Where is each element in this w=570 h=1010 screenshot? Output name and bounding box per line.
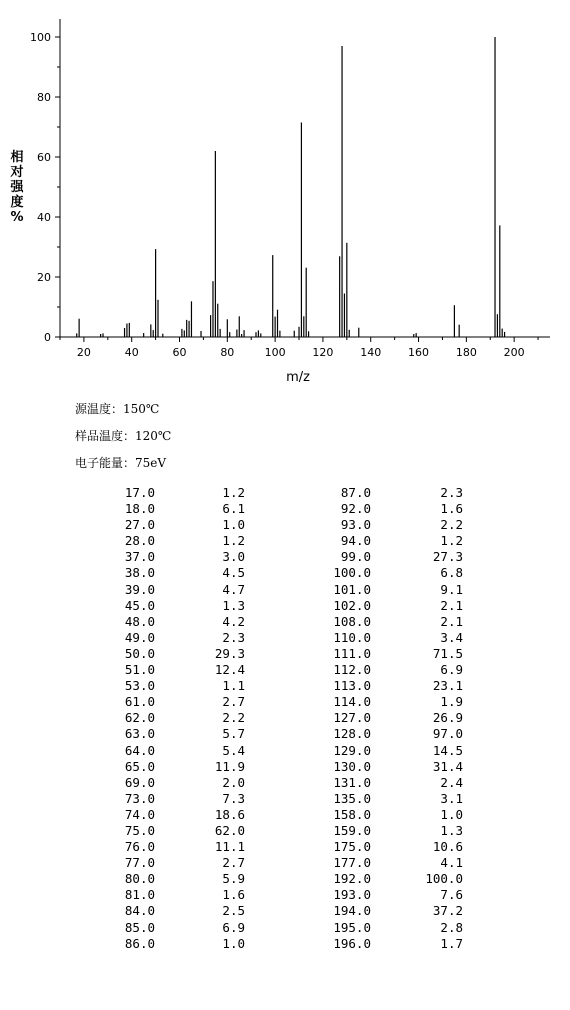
table-row — [95, 582, 463, 598]
table-cell-intensity: 1.0 — [440, 806, 463, 822]
table-cell-mz: 192.0 — [333, 871, 371, 887]
table-cell-intensity: 6.1 — [222, 501, 245, 517]
table-cell-mz: 86.0 — [124, 935, 155, 951]
table-cell-mz: 111.0 — [333, 645, 371, 661]
table-cell-intensity: 2.3 — [440, 485, 463, 500]
table-cell-mz: 87.0 — [340, 485, 371, 500]
table-cell-intensity: 1.9 — [440, 694, 463, 710]
mass-spectrum-chart — [0, 0, 570, 390]
table-cell-intensity: 7.3 — [222, 790, 245, 806]
table-cell-intensity: 1.6 — [440, 501, 463, 517]
table-row — [95, 565, 463, 581]
y-tick-label: 60 — [37, 151, 51, 164]
table-cell-mz: 112.0 — [333, 662, 371, 678]
table-row — [95, 501, 463, 517]
table-cell-intensity: 2.8 — [440, 919, 463, 935]
table-cell-mz: 63.0 — [124, 726, 155, 742]
table-cell-mz: 18.0 — [124, 501, 155, 517]
table-cell-intensity: 6.9 — [222, 919, 245, 935]
x-tick-label: 20 — [76, 346, 91, 359]
y-axis-label — [8, 150, 26, 225]
y-axis-label-char: 相 — [10, 150, 24, 165]
table-row — [95, 807, 463, 823]
table-cell-intensity: 62.0 — [214, 822, 245, 838]
table-row — [95, 630, 463, 646]
y-axis-label-char: 度 — [10, 195, 24, 210]
table-row — [95, 823, 463, 839]
x-tick-label: 180 — [455, 346, 477, 359]
table-row — [95, 646, 463, 662]
table-cell-intensity: 29.3 — [214, 645, 245, 661]
table-row — [95, 694, 463, 710]
table-cell-intensity: 1.0 — [222, 935, 245, 951]
table-cell-mz: 77.0 — [124, 855, 155, 871]
table-cell-mz: 193.0 — [333, 887, 371, 903]
table-cell-intensity: 4.5 — [222, 565, 245, 581]
x-axis-label: m/z — [286, 370, 310, 385]
table-cell-mz: 69.0 — [124, 774, 155, 790]
table-cell-mz: 102.0 — [333, 597, 371, 613]
table-row — [95, 791, 463, 807]
table-cell-intensity: 37.2 — [432, 903, 463, 919]
y-tick-label: 0 — [44, 331, 51, 344]
table-row — [95, 759, 463, 775]
table-cell-intensity: 2.1 — [440, 597, 463, 613]
table-cell-mz: 74.0 — [124, 806, 155, 822]
table-cell-intensity: 11.1 — [214, 839, 245, 855]
y-axis-label-text — [8, 150, 26, 225]
table-cell-mz: 48.0 — [124, 613, 155, 629]
table-row — [95, 485, 463, 501]
table-cell-mz: 114.0 — [333, 694, 371, 710]
table-cell-mz: 159.0 — [333, 822, 371, 838]
table-cell-intensity: 1.7 — [440, 935, 463, 951]
y-tick-label: 80 — [37, 91, 51, 104]
table-cell-intensity: 1.2 — [222, 533, 245, 549]
table-cell-mz: 99.0 — [340, 549, 371, 565]
y-tick-label: 100 — [30, 31, 51, 44]
table-cell-mz: 131.0 — [333, 774, 371, 790]
table-cell-mz: 73.0 — [124, 790, 155, 806]
table-cell-mz: 50.0 — [124, 645, 155, 661]
table-row — [95, 871, 463, 887]
table-cell-intensity: 6.8 — [440, 565, 463, 581]
x-tick-label: 60 — [172, 346, 187, 359]
electron-energy: 电子能量：75eV — [75, 456, 167, 470]
table-cell-intensity: 26.9 — [432, 710, 463, 726]
table-cell-intensity: 18.6 — [214, 806, 245, 822]
y-tick-label: 40 — [37, 211, 51, 224]
table-cell-intensity: 11.9 — [214, 758, 245, 774]
table-cell-intensity: 1.2 — [222, 485, 245, 500]
table-cell-intensity: 6.9 — [440, 662, 463, 678]
table-row — [95, 903, 463, 919]
table-cell-mz: 27.0 — [124, 517, 155, 533]
x-tick-label: 120 — [312, 346, 334, 359]
table-cell-intensity: 2.5 — [222, 903, 245, 919]
table-cell-mz: 129.0 — [333, 742, 371, 758]
table-cell-mz: 38.0 — [124, 565, 155, 581]
table-cell-intensity: 4.7 — [222, 581, 245, 597]
x-tick-label: 100 — [264, 346, 286, 359]
x-tick-label: 80 — [220, 346, 235, 359]
table-cell-intensity: 5.7 — [222, 726, 245, 742]
table-cell-intensity: 2.1 — [440, 613, 463, 629]
y-tick-label: 20 — [37, 271, 51, 284]
table-cell-mz: 65.0 — [124, 758, 155, 774]
table-cell-intensity: 1.2 — [440, 533, 463, 549]
table-cell-mz: 108.0 — [333, 613, 371, 629]
table-cell-intensity: 31.4 — [432, 758, 463, 774]
table-cell-intensity: 2.3 — [222, 629, 245, 645]
table-cell-mz: 196.0 — [333, 935, 371, 951]
table-cell-intensity: 27.3 — [432, 549, 463, 565]
table-cell-mz: 75.0 — [124, 822, 155, 838]
table-row — [95, 839, 463, 855]
x-tick-label: 160 — [408, 346, 430, 359]
table-cell-mz: 195.0 — [333, 919, 371, 935]
sample-temperature: 样品温度：120℃ — [75, 429, 172, 443]
peak-table — [95, 485, 463, 952]
table-cell-intensity: 3.0 — [222, 549, 245, 565]
table-cell-mz: 81.0 — [124, 887, 155, 903]
y-axis-label-char: 对 — [10, 165, 24, 180]
table-cell-mz: 28.0 — [124, 533, 155, 549]
table-cell-mz: 128.0 — [333, 726, 371, 742]
table-row — [95, 726, 463, 742]
table-cell-mz: 51.0 — [124, 662, 155, 678]
table-cell-intensity: 1.3 — [222, 597, 245, 613]
y-axis-label-char: % — [10, 210, 24, 225]
table-cell-mz: 17.0 — [124, 485, 155, 500]
table-row — [95, 855, 463, 871]
table-cell-mz: 94.0 — [340, 533, 371, 549]
table-cell-mz: 113.0 — [333, 678, 371, 694]
table-cell-intensity: 2.2 — [440, 517, 463, 533]
table-cell-intensity: 3.4 — [440, 629, 463, 645]
table-cell-mz: 177.0 — [333, 855, 371, 871]
table-row — [95, 614, 463, 630]
table-cell-intensity: 7.6 — [440, 887, 463, 903]
table-cell-intensity: 3.1 — [440, 790, 463, 806]
table-cell-intensity: 97.0 — [432, 726, 463, 742]
table-cell-intensity: 71.5 — [432, 645, 463, 661]
axis-ticks — [30, 31, 538, 359]
table-cell-intensity: 1.0 — [222, 517, 245, 533]
table-cell-intensity: 14.5 — [432, 742, 463, 758]
table-cell-mz: 100.0 — [333, 565, 371, 581]
table-cell-intensity: 2.0 — [222, 774, 245, 790]
table-cell-intensity: 10.6 — [432, 839, 463, 855]
spectrum-peaks — [77, 37, 505, 337]
table-cell-mz: 76.0 — [124, 839, 155, 855]
table-cell-intensity: 1.6 — [222, 887, 245, 903]
table-cell-mz: 101.0 — [333, 581, 371, 597]
table-cell-mz: 194.0 — [333, 903, 371, 919]
table-cell-intensity: 5.4 — [222, 742, 245, 758]
table-cell-intensity: 2.7 — [222, 694, 245, 710]
table-cell-intensity: 9.1 — [440, 581, 463, 597]
table-cell-mz: 80.0 — [124, 871, 155, 887]
table-row — [95, 533, 463, 549]
table-cell-intensity: 12.4 — [214, 662, 245, 678]
table-cell-intensity: 4.2 — [222, 613, 245, 629]
table-cell-mz: 61.0 — [124, 694, 155, 710]
table-row — [95, 710, 463, 726]
x-tick-label: 200 — [503, 346, 525, 359]
table-cell-intensity: 5.9 — [222, 871, 245, 887]
table-cell-mz: 53.0 — [124, 678, 155, 694]
table-row — [95, 743, 463, 759]
table-cell-mz: 130.0 — [333, 758, 371, 774]
table-cell-intensity: 100.0 — [425, 871, 463, 887]
table-cell-mz: 93.0 — [340, 517, 371, 533]
table-cell-mz: 37.0 — [124, 549, 155, 565]
table-cell-mz: 62.0 — [124, 710, 155, 726]
table-cell-intensity: 1.3 — [440, 822, 463, 838]
x-tick-label: 40 — [124, 346, 139, 359]
table-row — [95, 598, 463, 614]
table-cell-mz: 158.0 — [333, 806, 371, 822]
table-cell-intensity: 4.1 — [440, 855, 463, 871]
table-row — [95, 920, 463, 936]
table-cell-mz: 85.0 — [124, 919, 155, 935]
table-cell-mz: 127.0 — [333, 710, 371, 726]
table-cell-mz: 45.0 — [124, 597, 155, 613]
table-cell-mz: 64.0 — [124, 742, 155, 758]
table-cell-mz: 175.0 — [333, 839, 371, 855]
table-row — [95, 775, 463, 791]
table-cell-intensity: 2.2 — [222, 710, 245, 726]
table-row — [95, 517, 463, 533]
y-axis-label-char: 强 — [10, 180, 24, 195]
table-cell-mz: 110.0 — [333, 629, 371, 645]
table-cell-intensity: 2.4 — [440, 774, 463, 790]
table-row — [95, 936, 463, 952]
table-cell-mz: 84.0 — [124, 903, 155, 919]
table-cell-intensity: 23.1 — [432, 678, 463, 694]
table-cell-mz: 39.0 — [124, 581, 155, 597]
table-cell-intensity: 1.1 — [222, 678, 245, 694]
source-temperature: 源温度：150℃ — [75, 402, 160, 416]
x-tick-label: 140 — [360, 346, 382, 359]
table-cell-mz: 92.0 — [340, 501, 371, 517]
table-row — [95, 662, 463, 678]
table-cell-intensity: 2.7 — [222, 855, 245, 871]
table-cell-mz: 49.0 — [124, 629, 155, 645]
table-row — [95, 887, 463, 903]
axes — [60, 19, 550, 337]
table-row — [95, 549, 463, 565]
table-cell-mz: 135.0 — [333, 790, 371, 806]
table-row — [95, 678, 463, 694]
